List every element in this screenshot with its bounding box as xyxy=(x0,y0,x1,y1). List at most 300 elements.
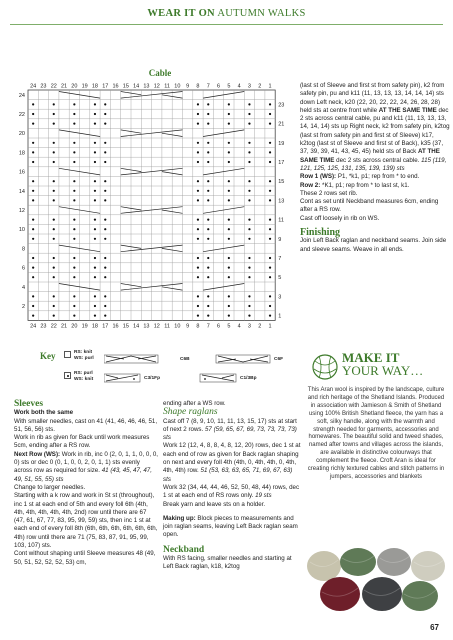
purl-dot xyxy=(53,199,55,201)
stitch-count: 51 (53, 63, 63, 65, 71, 69, 67, 63) sts xyxy=(163,467,293,483)
row-number: 9 xyxy=(278,236,282,243)
key-knit xyxy=(74,350,94,361)
purl-dot xyxy=(248,103,250,105)
purl-dot xyxy=(73,123,75,125)
sleeves-text: Work in rib as given for Back until work measures 5cm, ending after a RS row. xyxy=(14,434,150,450)
purl-dot xyxy=(248,190,250,192)
header-rule xyxy=(10,24,443,25)
purl-dot xyxy=(197,219,199,221)
purl-dot xyxy=(269,228,271,230)
purl-dot xyxy=(197,103,199,105)
purl-dot xyxy=(53,257,55,259)
purl-dot xyxy=(228,199,230,201)
raglan-text: Cast off 7 (8, 9, 10, 11, 11, 13, 15, 17) sts at start of next 2 rows. xyxy=(163,417,297,433)
purl-dot xyxy=(197,123,199,125)
row-number: 11 xyxy=(278,217,284,224)
column-number: 5 xyxy=(227,323,231,330)
row-number: 19 xyxy=(278,140,285,147)
purl-dot xyxy=(94,257,96,259)
purl-dot xyxy=(94,276,96,278)
purl-dot xyxy=(207,219,209,221)
purl-dot xyxy=(248,228,250,230)
column-number: 16 xyxy=(112,323,119,330)
column-number: 5 xyxy=(227,83,231,90)
page-number: 67 xyxy=(430,623,439,632)
purl-dot xyxy=(228,123,230,125)
finishing-text: Join Left Back raglan and neckband seams. Join side and sleeve seams. Weave in all ends. xyxy=(300,237,447,253)
column-number: 10 xyxy=(174,83,181,90)
purl-dot xyxy=(207,276,209,278)
purl-dot xyxy=(269,190,271,192)
column-number: 9 xyxy=(186,323,190,330)
purl-dot xyxy=(248,257,250,259)
sleeves-sub: Work both the same xyxy=(14,409,74,417)
instruction-text: dec 2 sts across central cable. xyxy=(336,156,420,164)
column-number: 13 xyxy=(143,323,150,330)
purl-dot xyxy=(73,103,75,105)
purl-dot xyxy=(32,151,34,153)
purl-dot xyxy=(104,151,106,153)
purl-dot xyxy=(94,228,96,230)
column-number: 22 xyxy=(50,323,57,330)
purl-dot xyxy=(94,199,96,201)
instruction-text: These 2 rows set rib. xyxy=(300,189,358,197)
purl-dot xyxy=(73,257,75,259)
purl-dot xyxy=(73,190,75,192)
purl-dot xyxy=(228,257,230,259)
making-up-label: Making up: xyxy=(163,514,196,522)
row-label: Next Row (WS): xyxy=(14,450,61,458)
running-header xyxy=(0,8,453,19)
purl-dot xyxy=(248,113,250,115)
purl-dot xyxy=(94,103,96,105)
row-text: Work in rib, inc 0 (2, 0, 1, 1, 0, 0, 0, 0) sts or dec 0 (0, 1, 0, 0, 2, 0, 1, 1) sts evenly across row as required for size. xyxy=(14,450,158,475)
raglan-text: Work 32 (34, 44, 44, 46, 52, 50, 48, 44) rows, dec 1 st at each end of RS rows only. xyxy=(163,483,300,500)
purl-dot xyxy=(104,190,106,192)
stitch-count: 57 (59, 65, 67, 69, 73, 73, 73, 73) sts xyxy=(163,425,297,442)
instruction-text: dec 2 sts across central cable, pu and k11 (11, 13, 13, 13, 14, 14, 14) sts up Right neck, k2 from safety pin, k2tog (last st from safety pin and first st of Sleeve) k17, k2tog (last st of Sleeve and first st of Back), k35 (37, 37, 39, 39, 41, 43, 45, 45) held sts of Back xyxy=(300,106,450,156)
purl-dot xyxy=(73,180,75,182)
sleeves-heading: Sleeves xyxy=(14,399,44,409)
purl-dot xyxy=(32,180,34,182)
purl-dot xyxy=(104,315,106,317)
purl-dot xyxy=(73,228,75,230)
purl-dot xyxy=(248,267,250,269)
sleeves-text: Change to larger needles. xyxy=(14,483,86,491)
purl-dot xyxy=(228,161,230,163)
row-number: 23 xyxy=(278,102,285,109)
cable-symbols xyxy=(104,350,288,386)
yarn-ball-icon xyxy=(310,351,340,383)
purl-dot xyxy=(197,190,199,192)
column-number: 8 xyxy=(196,83,200,90)
finishing-heading: Finishing xyxy=(300,227,341,239)
column-number: 14 xyxy=(133,323,140,330)
purl-dot xyxy=(73,267,75,269)
purl-dot xyxy=(53,305,55,307)
column-number: 19 xyxy=(81,323,88,330)
middle-section xyxy=(163,400,301,572)
purl-dot xyxy=(197,180,199,182)
column-number: 14 xyxy=(133,83,140,90)
purl-dot xyxy=(228,180,230,182)
purl-dot xyxy=(269,219,271,221)
purl-dot xyxy=(248,199,250,201)
column-number: 22 xyxy=(50,83,57,90)
purl-dot xyxy=(248,219,250,221)
sleeves-text: Cont without shaping until Sleeve measures 48 (49, 50, 51, 52, 52, 52, 53) cm, xyxy=(14,550,156,566)
purl-dot xyxy=(32,190,34,192)
column-number: 11 xyxy=(164,323,170,330)
purl-dot xyxy=(104,238,106,240)
column-number: 18 xyxy=(91,83,99,90)
purl-dot xyxy=(53,267,55,269)
purl-dot xyxy=(32,103,34,105)
purl-dot xyxy=(269,295,271,297)
purl-dot xyxy=(73,151,75,153)
purl-dot xyxy=(248,161,250,163)
row-number: 17 xyxy=(278,160,285,166)
purl-dot xyxy=(94,123,96,125)
instruction-text: Cont as set until Neckband measures 6cm, ending after a RS row. xyxy=(300,198,439,214)
purl-dot xyxy=(73,305,75,307)
purl-dot xyxy=(73,199,75,201)
purl-dot xyxy=(269,123,271,125)
purl-dot xyxy=(94,219,96,221)
make-it-your-way-panel xyxy=(306,351,446,631)
making-up-text: Block pieces to measurements and join raglan seams, leaving Left Back raglan seam open. xyxy=(163,514,298,539)
purl-dot xyxy=(228,228,230,230)
purl-dot xyxy=(67,375,69,377)
column-number: 19 xyxy=(81,83,88,90)
purl-dot xyxy=(248,238,250,240)
cable-chart-svg xyxy=(14,80,294,342)
purl-dot xyxy=(197,142,199,144)
column-number: 23 xyxy=(40,83,47,90)
stitch-count: 19 sts xyxy=(255,492,272,500)
column-number: 20 xyxy=(71,323,78,330)
column-number: 7 xyxy=(206,83,210,90)
purl-dot xyxy=(269,315,271,317)
neckband-heading: Neckband xyxy=(163,544,205,555)
key-purl xyxy=(74,371,93,382)
row-label: Row 1 (WS): xyxy=(300,173,337,181)
instruction-text: Cast off loosely in rib on WS. xyxy=(300,214,380,222)
column-number: 15 xyxy=(122,83,129,90)
row-number: 2 xyxy=(21,304,25,310)
row-number: 12 xyxy=(18,208,25,214)
sleeves-text: Starting with a k row and work in St st (throughout), inc 1 st at each end of 5th and every foll 6th (4th, 4th, 4th, 4th, 4th, 4th, 2nd) row until there are 67 (47, 61, 67, 77, 83, 95, 99, 59) sts, then inc 1 st at each end of every foll 8th (6th, 6th, 6th, 6th, 6th, 6th, 4th) row until there are 71 (75, 83, 87, 91, 95, 99, 103, 107) sts. xyxy=(14,492,158,550)
purl-dot xyxy=(53,219,55,221)
column-number: 3 xyxy=(247,323,251,330)
purl-dot xyxy=(207,305,209,307)
purl-dot xyxy=(228,113,230,115)
purl-dot xyxy=(269,199,271,201)
purl-dot xyxy=(53,113,55,115)
row-number: 22 xyxy=(18,112,25,118)
purl-dot xyxy=(73,315,75,317)
key-label: RS: knit xyxy=(74,350,93,355)
purl-dot xyxy=(207,190,209,192)
purl-dot xyxy=(94,142,96,144)
chart-title: Cable xyxy=(148,68,172,78)
key-label: WS: purl xyxy=(74,355,94,361)
purl-dot xyxy=(32,295,34,297)
column-number: 11 xyxy=(164,83,170,90)
purl-dot xyxy=(104,276,106,278)
purl-dot xyxy=(94,180,96,182)
column-number: 1 xyxy=(268,83,272,90)
column-number: 21 xyxy=(60,83,68,90)
column-number: 9 xyxy=(186,83,190,90)
purl-dot xyxy=(197,113,199,115)
purl-dot xyxy=(104,295,106,297)
purl-dot xyxy=(32,142,34,144)
key-label: WS: knit xyxy=(74,376,94,382)
column-number: 10 xyxy=(174,323,181,330)
purl-dot xyxy=(269,161,271,163)
purl-dot xyxy=(53,161,55,163)
purl-dot xyxy=(73,161,75,163)
purl-dot xyxy=(228,151,230,153)
purl-dot xyxy=(73,276,75,278)
key-c6f: C6F xyxy=(274,357,284,362)
purl-dot xyxy=(248,151,250,153)
row-number: 1 xyxy=(278,313,282,320)
purl-dot xyxy=(228,315,230,317)
purl-dot xyxy=(269,103,271,105)
purl-dot xyxy=(32,199,34,201)
column-number: 24 xyxy=(30,323,37,330)
header-light: AUTUMN WALKS xyxy=(217,8,306,19)
purl-dot xyxy=(228,142,230,144)
purl-dot xyxy=(207,295,209,297)
purl-dot xyxy=(228,238,230,240)
purl-dot xyxy=(228,103,230,105)
purl-dot xyxy=(269,113,271,115)
purl-dot xyxy=(248,305,250,307)
purl-dot xyxy=(207,257,209,259)
purl-dot xyxy=(32,123,34,125)
raglan-text: Work 12 (12, 4, 8, 8, 4, 8, 12, 20) rows, dec 1 st at each end of row as given for Back raglan shaping on next and every foll 4th (4th, 0, 4th, 4th, 0, 4th, 4th, 4th) row. xyxy=(163,442,301,475)
column-number: 12 xyxy=(153,323,160,330)
column-number: 3 xyxy=(247,83,251,90)
column-number: 4 xyxy=(237,83,241,90)
sleeves-text: ending after a WS row. xyxy=(163,400,226,407)
purl-dot xyxy=(197,257,199,259)
make-it-body: This Aran wool is inspired by the landscape, culture and rich heritage of the Shetland Islands. Produced in association with Jamieson & Smith of Shetland using 100% British Shetland fleece, the yarn has a soft, silky handle, along with the warmth and strength needed for garments, accessories and homewares. The beautiful solid and tweed shades, named after towns and villages across the islands, are available in distinctive colourways that complement the fleece. Croft Aran is ideal for creating richly textured cables and stitch patterns in jumpers, accessories and blankets xyxy=(307,387,445,480)
column-number: 6 xyxy=(217,323,221,330)
make-it-title-1: MAKE IT xyxy=(342,350,400,365)
purl-dot xyxy=(104,228,106,230)
purl-dot xyxy=(94,113,96,115)
purl-dot xyxy=(248,315,250,317)
purl-dot xyxy=(104,219,106,221)
purl-dot xyxy=(53,180,55,182)
purl-dot xyxy=(207,180,209,182)
purl-dot xyxy=(73,295,75,297)
purl-dot xyxy=(104,142,106,144)
cable-chart xyxy=(14,80,294,342)
purl-dot xyxy=(207,123,209,125)
purl-dot xyxy=(248,180,250,182)
purl-dot xyxy=(53,238,55,240)
key-c3-1fp: C3/1Fp xyxy=(144,376,160,381)
purl-dot xyxy=(94,305,96,307)
row-number: 8 xyxy=(21,246,25,253)
column-number: 17 xyxy=(102,83,109,90)
purl-dot xyxy=(228,295,230,297)
purl-dot xyxy=(32,276,34,278)
purl-dot xyxy=(228,276,230,278)
purl-dot xyxy=(32,315,34,317)
purl-dot xyxy=(104,103,106,105)
purl-dot xyxy=(207,315,209,317)
purl-dot xyxy=(104,199,106,201)
row-number: 3 xyxy=(278,294,282,301)
purl-dot xyxy=(94,151,96,153)
purl-dot xyxy=(94,267,96,269)
raglan-text: Break yarn and leave sts on a holder. xyxy=(163,500,266,508)
purl-dot xyxy=(207,228,209,230)
purl-dot xyxy=(73,142,75,144)
purl-dot xyxy=(269,238,271,240)
purl-dot xyxy=(94,161,96,163)
sleeves-section xyxy=(14,400,158,567)
purl-dot xyxy=(197,315,199,317)
key-title: Key xyxy=(40,351,56,361)
purl-dot xyxy=(197,267,199,269)
column-number: 6 xyxy=(217,83,221,90)
purl-dot xyxy=(197,276,199,278)
purl-dot xyxy=(269,151,271,153)
purl-dot xyxy=(53,123,55,125)
purl-dot xyxy=(207,113,209,115)
row-text: *K1, p1; rep from * to last st, k1. xyxy=(322,181,410,189)
row-text: P1, *k1, p1; rep from * to end. xyxy=(337,173,420,181)
purl-dot xyxy=(269,267,271,269)
purl-dot xyxy=(197,161,199,163)
row-number: 14 xyxy=(18,188,25,195)
column-number: 4 xyxy=(237,323,241,330)
purl-dot xyxy=(73,113,75,115)
column-number: 12 xyxy=(153,83,160,90)
purl-dot xyxy=(32,219,34,221)
raglans-heading: Shape raglans xyxy=(163,407,218,418)
purl-dot xyxy=(207,267,209,269)
make-it-title-2: YOUR WAY… xyxy=(342,363,424,378)
purl-dot xyxy=(248,142,250,144)
purl-dot xyxy=(197,151,199,153)
purl-dot xyxy=(207,151,209,153)
purl-dot xyxy=(53,190,55,192)
sleeves-text: With smaller needles, cast on 41 (41, 46, 46, 46, 51, 51, 56, 56) sts. xyxy=(14,417,158,433)
row-number: 7 xyxy=(278,256,282,262)
purl-dot xyxy=(53,295,55,297)
stitch-count: 115 (119, 121, 125, 125, 131, 135, 139, 139) sts xyxy=(300,156,447,172)
column-number: 2 xyxy=(258,323,262,330)
purl-dot xyxy=(94,315,96,317)
row-number: 13 xyxy=(278,198,285,205)
purl-dot xyxy=(104,180,106,182)
row-number: 10 xyxy=(18,227,25,234)
row-number: 21 xyxy=(278,121,285,128)
purl-dot xyxy=(207,142,209,144)
purl-dot xyxy=(269,142,271,144)
neckband-text: With RS facing, smaller needles and starting at Left Back raglan, k18, k2tog xyxy=(163,555,292,571)
purl-dot xyxy=(248,123,250,125)
purl-dot xyxy=(73,238,75,240)
column-number: 20 xyxy=(71,83,78,90)
purl-dot xyxy=(104,123,106,125)
purl-dot xyxy=(197,238,199,240)
purl-dot xyxy=(32,257,34,259)
purl-dot xyxy=(197,199,199,201)
column-number: 13 xyxy=(143,83,150,90)
purl-dot xyxy=(104,257,106,259)
purl-dot xyxy=(73,219,75,221)
row-number: 6 xyxy=(21,265,25,272)
emphasis-text: AT THE SAME TIME xyxy=(378,106,437,114)
column-number: 1 xyxy=(268,323,272,330)
purl-dot xyxy=(207,199,209,201)
purl-dot xyxy=(269,276,271,278)
column-number: 21 xyxy=(60,323,68,330)
column-number: 18 xyxy=(91,323,99,330)
row-number: 15 xyxy=(278,179,285,186)
key-c1-3bp: C1/3Bp xyxy=(240,376,257,381)
purl-dot xyxy=(104,113,106,115)
column-number: 2 xyxy=(258,83,262,90)
key-label: RS: purl xyxy=(74,371,93,376)
purl-dot xyxy=(207,238,209,240)
purl-dot xyxy=(53,315,55,317)
purl-dot xyxy=(32,267,34,269)
emphasis-text: AT THE SAME TIME xyxy=(300,148,440,164)
purl-dot xyxy=(53,103,55,105)
purl-dot xyxy=(32,228,34,230)
purl-dot xyxy=(269,257,271,259)
purl-dot xyxy=(32,238,34,240)
row-number: 18 xyxy=(18,150,25,157)
purl-dot xyxy=(248,276,250,278)
purl-dot xyxy=(53,151,55,153)
make-it-heading xyxy=(342,351,423,377)
purl-dot xyxy=(228,305,230,307)
column-number: 8 xyxy=(196,323,200,330)
purl-dot xyxy=(53,142,55,144)
purl-dot xyxy=(94,295,96,297)
purl-dot xyxy=(32,113,34,115)
row-number: 5 xyxy=(278,275,282,282)
purl-dot xyxy=(104,161,106,163)
purl-dot xyxy=(197,305,199,307)
header-bold: WEAR IT ON xyxy=(147,8,215,19)
stitch-count: 41 (43, 45, 47, 47, 49, 51, 55, 55) sts xyxy=(14,467,152,483)
purl-dot xyxy=(94,238,96,240)
row-label: Row 2: xyxy=(300,181,321,189)
knit-swatch xyxy=(64,351,71,358)
column-number: 23 xyxy=(40,323,47,330)
column-number: 24 xyxy=(30,83,37,90)
purl-dot xyxy=(53,276,55,278)
purl-dot xyxy=(207,103,209,105)
column-number: 17 xyxy=(102,323,109,330)
purl-dot xyxy=(228,219,230,221)
row-number: 4 xyxy=(21,284,25,291)
yarn-skeins-image xyxy=(306,546,446,612)
column-number: 15 xyxy=(122,323,129,330)
